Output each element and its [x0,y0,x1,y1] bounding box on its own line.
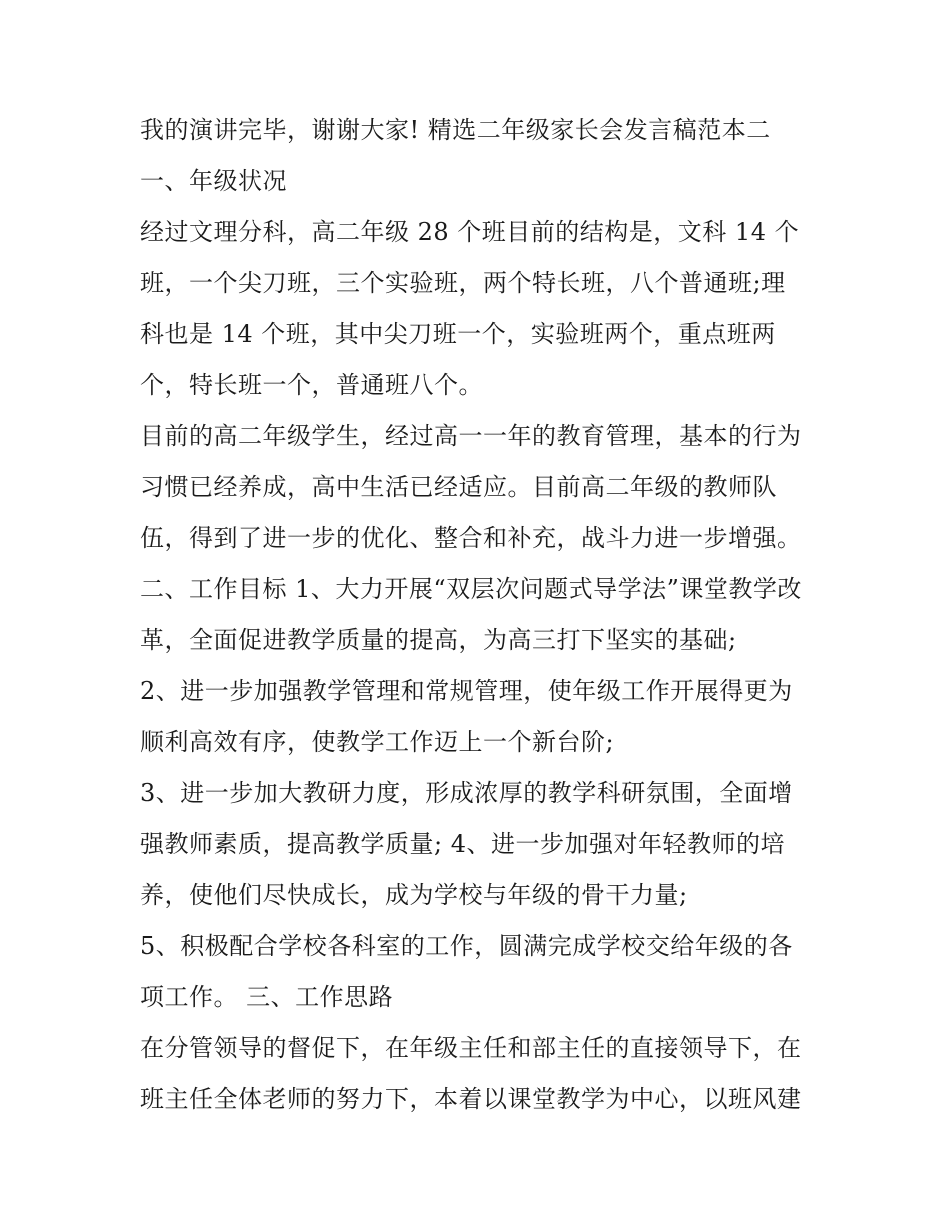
text-line-5: 科也是 14 个班，其中尖刀班一个，实验班两个，重点班两 [140,320,776,348]
text-line-3: 经过文理分科，高二年级 28 个班目前的结构是，文科 14 个 [140,218,800,246]
text-line-7: 目前的高二年级学生，经过高一一年的教育管理，基本的行为 [140,422,802,450]
text-line-17: 5、积极配合学校各科室的工作，圆满完成学校交给年级的各 [140,932,793,960]
text-line-14: 3、进一步加大教研力度，形成浓厚的教学科研氛围，全面增 [140,779,793,807]
text-line-2: 一、年级状况 [140,167,287,195]
text-line-15: 强教师素质，提高教学质量; 4、进一步加强对年轻教师的培 [140,830,785,858]
text-line-12: 2、进一步加强教学管理和常规管理，使年级工作开展得更为 [140,677,793,705]
text-line-4: 班，一个尖刀班，三个实验班，两个特长班，八个普通班;理 [140,269,786,297]
text-line-13: 顺利高效有序，使教学工作迈上一个新台阶; [140,728,615,756]
text-line-16: 养，使他们尽快成长，成为学校与年级的骨干力量; [140,881,688,909]
text-line-20: 班主任全体老师的努力下，本着以课堂教学为中心，以班风建 [140,1085,802,1113]
text-line-19: 在分管领导的督促下，在年级主任和部主任的直接领导下，在 [140,1034,802,1062]
text-line-1: 我的演讲完毕，谢谢大家! 精选二年级家长会发言稿范本二 [140,116,771,144]
text-line-18: 项工作。 三、工作思路 [140,983,394,1011]
text-line-8: 习惯已经养成，高中生活已经适应。目前高二年级的教师队 [140,473,777,501]
text-line-10: 二、工作目标 1、大力开展“双层次问题式导学法”课堂教学改 [140,575,802,603]
text-line-9: 伍，得到了进一步的优化、整合和补充，战斗力进一步增强。 [140,524,802,552]
text-line-11: 革，全面促进教学质量的提高，为高三打下坚实的基础; [140,626,737,654]
text-line-6: 个，特长班一个，普通班八个。 [140,371,483,399]
